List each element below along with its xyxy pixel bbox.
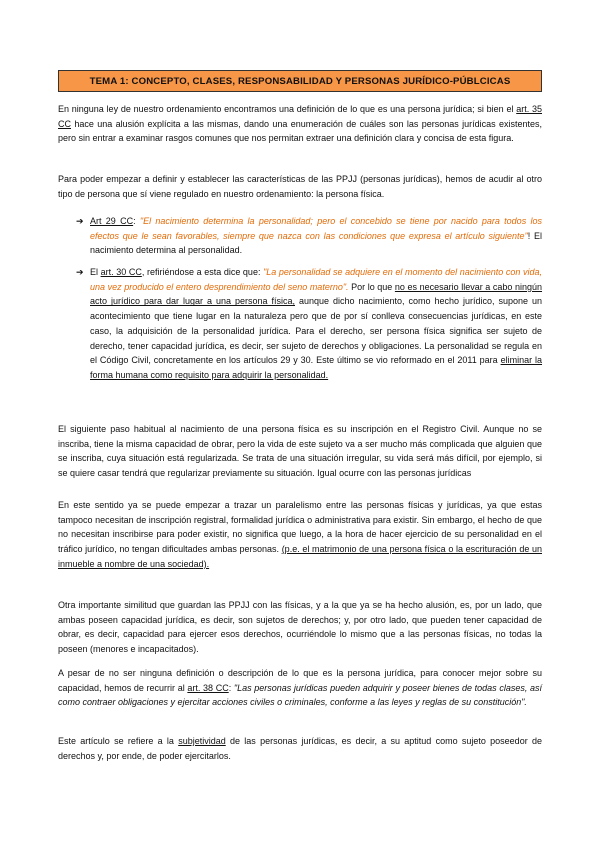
arrow-bullet-icon: ➔	[76, 267, 84, 277]
ejemplo-note: (p.e. el matrimonio de una persona física o la escrituración de un inmueble a nombre de una sociedad).	[58, 544, 542, 569]
no-acto-juridico-note: no es necesario llevar a cabo ningún acto jurídico para dar lugar a una persona física,	[90, 281, 543, 307]
bullet-art-29: Art 29 CC: "El nacimiento determina la personalidad; pero el concebido se tiene por nacido para todos los efectos que le sean favorables, siempre que nazca con las condiciones que expresa el artículo siguiente"! El nacimiento determina al personalidad.	[90, 216, 542, 256]
art-35-reference: art. 35 CC	[58, 104, 542, 129]
forma-humana-note: eliminar la forma humana como requisito para adquirir la personalidad.	[90, 355, 543, 380]
art-38-reference: art. 38 CC	[187, 682, 229, 693]
arrow-bullet-icon: ➔	[76, 216, 84, 226]
art-29-quote: "El nacimiento determina la personalidad; pero el concebido se tiene por nacido para todos los efectos que le sean favorables, siempre que nazca con las condiciones que expresa el artículo siguiente"	[90, 216, 542, 241]
paragraph-similitud: Otra importante similitud que guardan las PPJJ con las físicas, y a la que ya se ha hecho alusión, es, por un lado, que ambas poseen capacidad jurídica, es decir, son sujetos de derechos; y, por otro lado, que pueden tener capacidad de obrar, es decir, capacidad para ejercer esos derechos, ocurriéndole lo mismo que a las personas físicas, no todas la poseen (menores e incapacitados).	[58, 600, 542, 655]
paragraph-paralelismo: En este sentido ya se puede empezar a trazar un paralelismo entre las personas físicas y jurídicas, ya que estas tampoco necesitan de inscripción registral, formalidad jurídica o administrativa para existir. Sin embargo, el hecho de que no necesitan inscribirse para poder existir, no significa que luego, a la hora de hacer ejercicio de su personalidad en el tráfico jurídico, no tengan dificultades ambas personas. (p.e. el matrimonio de una persona física o la escrituración de un inmueble a nombre de una sociedad).	[58, 500, 542, 569]
art-30-reference: art. 30 CC	[100, 267, 142, 277]
art-30-quote: "La personalidad se adquiere en el momento del nacimiento con vida, una vez producido el entero desprendimiento del seno materno".	[90, 267, 542, 292]
paragraph-persona-fisica: Para poder empezar a definir y establecer las características de las PPJJ (personas jurídicas), hemos de acudir al otro tipo de persona que sí viene regulado en nuestro ordenamiento: la persona física.	[58, 174, 542, 199]
paragraph-subjetividad: Este artículo se refiere a la subjetividad de las personas jurídicas, es decir, a su aptitud como sujeto poseedor de derechos y, por ende, de poder ejercitarlos.	[58, 736, 542, 761]
topic-title-box	[58, 70, 542, 92]
bullet-art-30: El art. 30 CC, refiriéndose a esta dice que: "La personalidad se adquiere en el momento del nacimiento con vida, una vez producido el entero desprendimiento del seno materno". Por lo que no es necesario llevar a cabo ningún acto jurídico para dar lugar a una persona física, aunque dicho nacimiento, como hecho jurídico, supone un acontecimiento que tiene lugar en la naturaleza pero que de por sí conlleva consecuencias jurídicas, en este caso, la adquisición de la personalidad jurídica. Para el derecho, ser persona física significa ser sujeto de derecho, tener capacidad jurídica, es decir, ser sujeto de derechos y obligaciones. La personalidad se regula en el Código Civil, concretamente en los artículos 29 y 30. Este último se vio reformado en el 2011 para eliminar la forma humana como requisito para adquirir la personalidad.	[90, 267, 543, 380]
topic-title: TEMA 1: CONCEPTO, CLASES, RESPONSABILIDAD Y PERSONAS JURÍDICO-PÚBLCICAS	[89, 75, 511, 87]
art-38-quote: "Las personas jurídicas pueden adquirir y poseer bienes de todas clases, así como contraer obligaciones y ejercitar acciones civiles o criminales, conforme a las leyes y reglas de su constitución".	[58, 682, 542, 708]
art-29-reference: Art 29 CC	[90, 216, 134, 226]
paragraph-intro: En ninguna ley de nuestro ordenamiento encontramos una definición de lo que es una persona jurídica; si bien el art. 35 CC hace una alusión explícita a las mismas, dando una enumeración de cuáles son las personas jurídicas existentes, pero sin entrar a examinar rasgos comunes que nos permitan extraer una definición clara y concisa de esta figura.	[58, 104, 542, 144]
paragraph-registro-civil: El siguiente paso habitual al nacimiento de una persona física es su inscripción en el Registro Civil. Aunque no se inscriba, tiene la misma capacidad de obrar, pero la vida de este sujeto va a ser mucho más complicada que alguien que se inscriba, cuya situación está regularizada. Se trata de una situación irregular, su vida será más difícil, por ejemplo, si se quiere casar tendrá que regularizar previamente su situación. Igual ocurre con las personas jurídicas	[58, 424, 542, 479]
paragraph-art-38: A pesar de no ser ninguna definición o descripción de lo que es la persona jurídica, para conocer mejor sobre su capacidad, hemos de recurrir al art. 38 CC: "Las personas jurídicas pueden adquirir y poseer bienes de todas clases, así como contraer obligaciones y ejercitar acciones civiles o criminales, conforme a las leyes y reglas de su constitución".	[58, 668, 542, 708]
subjetividad-term: subjetividad	[178, 736, 226, 746]
